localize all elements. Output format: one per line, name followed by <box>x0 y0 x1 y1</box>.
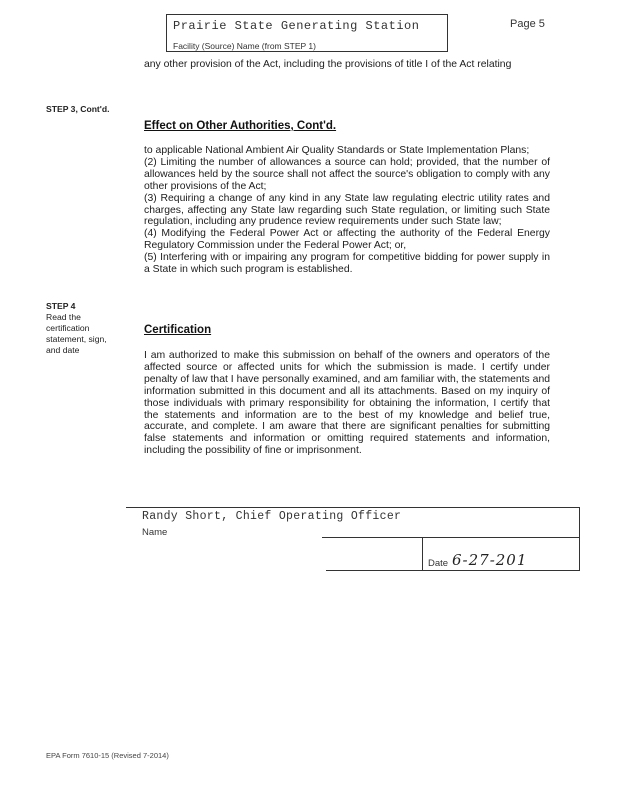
step3-label: STEP 3, Cont'd. <box>46 104 110 114</box>
facility-name-value: Prairie State Generating Station <box>173 19 420 33</box>
facility-name-box <box>166 14 448 52</box>
step4-instruction: Read the certification statement, sign, and date <box>46 312 107 355</box>
step3-paragraph-2: (2) Limiting the number of allowances a source can hold; provided, that the number of allowances held by the source shall not affect the source's obligation to comply with any other provisions of the Act; <box>144 156 550 192</box>
step3-body <box>144 145 550 276</box>
step4-label-block <box>46 301 118 356</box>
step3-paragraph-1: to applicable National Ambient Air Quality Standards or State Implementation Plans; <box>144 145 530 156</box>
certification-text: I am authorized to make this submission on behalf of the owners and operators of the affected source or affected units for which the submission is made. I certify under penalty of law that I have personally examined, and am familiar with, the statements and information submitted in this document and all its attachments. Based on my inquiry of those individuals with primary responsibility for obtaining the information, I certify that the statements and information are to the best of my knowledge and belief true, accurate, and complete. I am aware that there are significant penalties for submitting false statements and information or omitting required statements and information, including the possibility of fine or imprisonment. <box>144 350 550 457</box>
step3-paragraph-4: (4) Modifying the Federal Power Act or affecting the authority of the Federal Energy Regulatory Commission under the Federal Power Act; or, <box>144 228 550 252</box>
date-value: 6-27-201 <box>452 551 528 569</box>
form-footer: EPA Form 7610-15 (Revised 7-2014) <box>46 751 169 760</box>
certification-heading: Certification <box>144 324 212 336</box>
step3-paragraph-3: (3) Requiring a change of any kind in any State law regulating electric utility rates and charges, affecting any State law regarding such State regulation, or limiting such State regulation, including any prudence review requirements under such State law; <box>144 192 550 228</box>
date-label: Date <box>428 558 449 569</box>
facility-name-label: Facility (Source) Name (from STEP 1) <box>173 41 316 51</box>
date-divider <box>422 538 423 571</box>
signature-bottom-rule <box>326 570 580 571</box>
step4-label: STEP 4 <box>46 301 76 311</box>
continuation-text: any other provision of the Act, including the provisions of title I of the Act relating <box>144 59 512 70</box>
signature-top-rule <box>126 507 580 508</box>
signature-line <box>322 537 580 538</box>
page-number: Page 5 <box>510 18 545 30</box>
signature-right-rule <box>579 507 580 571</box>
step3-paragraph-5: (5) Interfering with or impairing any program for competitive bidding for power supply in a State in which such program is established. <box>144 252 550 276</box>
signer-name-value: Randy Short, Chief Operating Officer <box>142 510 402 523</box>
signer-name-label: Name <box>142 527 168 538</box>
step3-heading: Effect on Other Authorities, Cont'd. <box>144 120 337 132</box>
